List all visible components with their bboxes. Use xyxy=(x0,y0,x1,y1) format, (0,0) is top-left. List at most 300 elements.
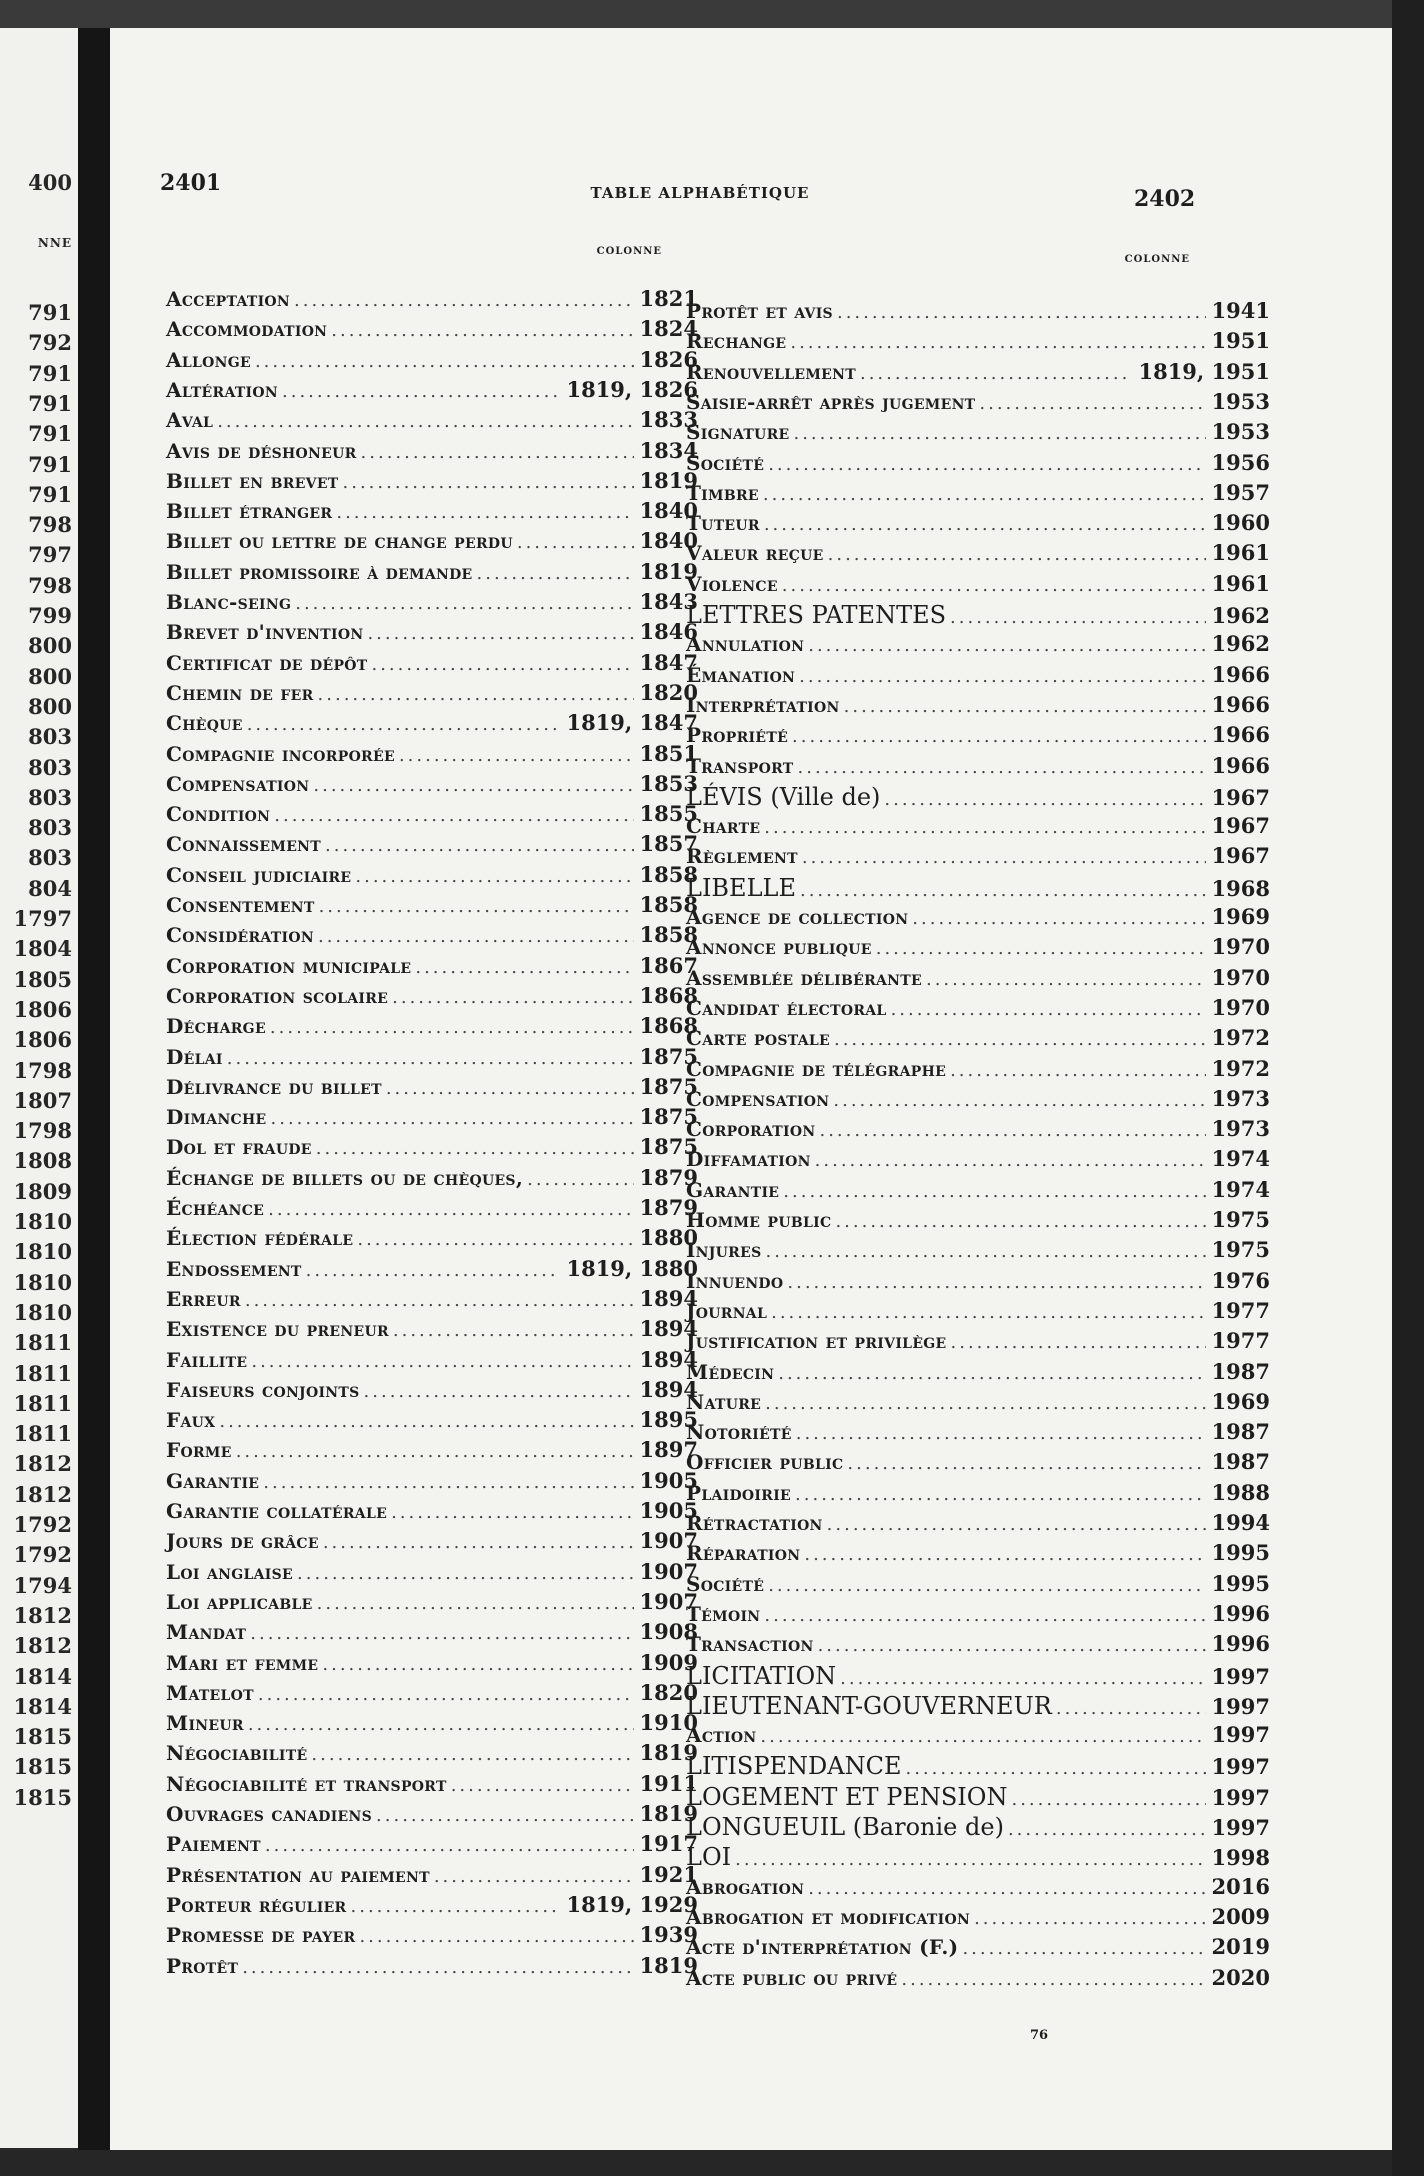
column-reference: 1997 xyxy=(1211,1663,1270,1689)
entry-label: Société xyxy=(686,450,765,475)
column-reference: 1972 xyxy=(1211,1025,1270,1051)
column-reference: 1894 xyxy=(639,1376,698,1402)
entry-label: Billet en brevet xyxy=(166,468,339,493)
column-reference: 1921 xyxy=(639,1861,698,1887)
dot-leader xyxy=(1011,1789,1205,1810)
index-entry xyxy=(686,1480,1270,1510)
column-reference: 1894 xyxy=(639,1316,698,1342)
index-entry xyxy=(166,1619,698,1649)
left-page-column-number: 791 xyxy=(28,390,72,416)
dot-leader xyxy=(250,1623,633,1644)
index-column-right xyxy=(686,298,1270,2058)
column-reference: 1970 xyxy=(1211,964,1270,990)
column-label-right: COLONNE xyxy=(1124,254,1190,265)
entry-label: Mineur xyxy=(166,1711,244,1736)
dot-leader xyxy=(837,302,1206,323)
index-entry xyxy=(686,1571,1270,1601)
index-entry xyxy=(166,619,698,649)
index-entry xyxy=(686,1025,1270,1055)
column-reference: 1911 xyxy=(639,1770,698,1796)
left-page-number: 400 xyxy=(28,170,72,195)
index-entry xyxy=(686,1207,1270,1237)
index-entry xyxy=(166,286,698,316)
entry-label: Corporation municipale xyxy=(166,953,412,978)
index-entry xyxy=(686,1934,1270,1964)
left-page-column-number: 1805 xyxy=(13,966,72,992)
column-reference: 1966 xyxy=(1211,691,1270,717)
entry-label: Existence du preneur xyxy=(166,1317,389,1342)
page-number-right: 2402 xyxy=(1134,186,1196,212)
entry-label: Délivrance du billet xyxy=(166,1074,382,1099)
entry-label: Charte xyxy=(686,814,761,839)
dot-leader xyxy=(227,1048,634,1069)
entry-label: Rétractation xyxy=(686,1511,823,1535)
dot-leader xyxy=(322,1654,633,1675)
column-reference: 1997 xyxy=(1211,1784,1270,1810)
index-entry xyxy=(166,741,698,771)
index-entry xyxy=(686,874,1270,904)
column-reference: 1819 xyxy=(639,1952,698,1978)
column-reference: 2016 xyxy=(1211,1873,1270,1899)
index-entry xyxy=(686,601,1270,631)
dot-leader xyxy=(891,999,1206,1020)
dot-leader xyxy=(248,1714,634,1735)
entry-label: Loi applicable xyxy=(166,1589,313,1614)
column-reference: 1956 xyxy=(1211,449,1270,475)
column-reference: 1953 xyxy=(1211,388,1270,414)
left-page-column-number: 1804 xyxy=(13,936,72,962)
column-reference: 1962 xyxy=(1211,631,1270,657)
column-reference: 1908 xyxy=(639,1619,698,1645)
entry-label: Nature xyxy=(686,1389,762,1414)
entry-label: Compensation xyxy=(686,1086,830,1111)
entry-label: Propriété xyxy=(686,723,789,748)
dot-leader xyxy=(950,1060,1205,1081)
dot-leader xyxy=(764,817,1205,838)
index-entry xyxy=(686,722,1270,752)
left-page-column-number: 1811 xyxy=(13,1330,72,1356)
index-entry xyxy=(686,843,1270,873)
entry-label: LETTRES PATENTES xyxy=(686,601,947,629)
index-entry xyxy=(166,1195,698,1225)
column-reference: 1907 xyxy=(639,1558,698,1584)
dot-leader xyxy=(808,635,1205,656)
dot-leader xyxy=(325,835,634,856)
column-reference: 1957 xyxy=(1211,479,1270,505)
index-entry xyxy=(166,1225,698,1255)
dot-leader xyxy=(318,684,634,705)
entry-label: Billet étranger xyxy=(166,499,333,524)
column-reference: 1879 xyxy=(639,1195,698,1220)
column-reference: 1875 xyxy=(639,1043,698,1069)
dot-leader xyxy=(828,544,1206,565)
column-reference: 1868 xyxy=(639,982,698,1008)
index-entry xyxy=(686,1116,1270,1146)
entry-label: Billet promissoire à demande xyxy=(166,559,473,584)
index-entry xyxy=(166,377,698,407)
index-entry xyxy=(166,771,698,801)
dot-leader xyxy=(274,805,633,826)
column-reference: 1858 xyxy=(639,861,698,887)
entry-label: Violence xyxy=(686,571,778,596)
dot-leader xyxy=(263,1472,633,1493)
left-page-column-number: 1810 xyxy=(13,1239,72,1265)
dot-leader xyxy=(336,502,633,523)
left-page-column-number: 803 xyxy=(28,815,72,841)
dot-leader xyxy=(778,1363,1205,1384)
entry-label: Loi anglaise xyxy=(166,1559,294,1584)
entry-label: Tuteur xyxy=(686,511,760,536)
entry-label: Valeur reçue xyxy=(686,541,824,566)
dot-leader xyxy=(835,1211,1205,1232)
left-page-column-number: 1792 xyxy=(13,1512,72,1537)
index-entry xyxy=(686,1086,1270,1116)
column-reference: 1819, 1951 xyxy=(1138,358,1270,384)
dot-leader xyxy=(804,1544,1205,1565)
dot-leader xyxy=(251,1351,633,1372)
entry-label: Officier public xyxy=(686,1450,844,1475)
index-entry xyxy=(686,1268,1270,1298)
dot-leader xyxy=(331,320,633,341)
column-reference: 1960 xyxy=(1211,510,1270,536)
dot-leader xyxy=(271,1108,634,1129)
book-gutter xyxy=(78,28,110,2153)
column-reference: 1819 xyxy=(639,1801,698,1826)
entry-label: Connaissement xyxy=(166,832,321,857)
index-entry xyxy=(166,1710,698,1740)
entry-label: Carte postale xyxy=(686,1026,830,1051)
entry-label: Transport xyxy=(686,753,794,778)
index-entry xyxy=(166,650,698,680)
dot-leader xyxy=(527,1169,633,1190)
dot-leader xyxy=(802,847,1206,868)
column-reference: 1994 xyxy=(1211,1510,1270,1535)
column-reference: 1905 xyxy=(639,1498,698,1523)
entry-label: LIEUTENANT-GOUVERNEUR xyxy=(686,1691,1052,1720)
dot-leader xyxy=(219,1411,633,1432)
entry-label: Chèque xyxy=(166,711,243,736)
index-entry xyxy=(686,1752,1270,1782)
index-entry xyxy=(166,1771,698,1801)
left-page-column-number: 1808 xyxy=(13,1148,72,1174)
dot-leader xyxy=(768,1575,1205,1596)
entry-label: Chemin de fer xyxy=(166,680,314,705)
dot-leader xyxy=(311,1744,633,1765)
column-reference: 1987 xyxy=(1211,1358,1270,1384)
dot-leader xyxy=(790,332,1205,353)
entry-label: Timbre xyxy=(686,480,759,505)
column-reference: 1819 xyxy=(639,467,698,493)
column-reference: 1819, 1847 xyxy=(566,710,698,736)
dot-leader xyxy=(840,1668,1205,1689)
dot-leader xyxy=(392,987,633,1008)
dot-leader xyxy=(926,969,1206,990)
dot-leader xyxy=(376,1805,634,1826)
index-entry xyxy=(686,1722,1270,1752)
column-reference: 2009 xyxy=(1211,1903,1270,1929)
entry-label: Dimanche xyxy=(166,1105,267,1130)
left-page-column-number: 1814 xyxy=(13,1693,72,1719)
index-entry xyxy=(166,1589,698,1619)
column-reference: 1824 xyxy=(639,316,698,342)
entry-label: Rechange xyxy=(686,329,787,354)
index-entry xyxy=(166,1650,698,1680)
index-entry xyxy=(686,1389,1270,1419)
scan-top-border xyxy=(0,0,1424,30)
left-page-column-number: 1798 xyxy=(13,1057,72,1083)
column-reference: 1988 xyxy=(1211,1479,1270,1505)
column-reference: 1968 xyxy=(1211,875,1270,901)
left-page-column-number: 800 xyxy=(28,633,72,659)
entry-label: Faillite xyxy=(166,1347,248,1372)
entry-label: Aval xyxy=(166,408,214,433)
index-entry xyxy=(686,995,1270,1025)
column-reference: 1879 xyxy=(639,1164,698,1190)
entry-label: LITISPENDANCE xyxy=(686,1752,902,1781)
entry-label: Corporation xyxy=(686,1117,816,1142)
index-entry xyxy=(166,710,698,740)
entry-label: LONGUEUIL (Baronie de) xyxy=(686,1813,1004,1841)
left-page-column-number: 1798 xyxy=(13,1118,72,1144)
entry-label: Assemblée délibérante xyxy=(686,965,922,990)
entry-label: Renouvellement xyxy=(686,359,856,384)
column-reference: 1975 xyxy=(1211,1237,1270,1263)
entry-label: LIBELLE xyxy=(686,873,796,902)
index-entry xyxy=(166,1074,698,1104)
index-entry xyxy=(686,662,1270,692)
entry-label: Certificat de dépôt xyxy=(166,650,368,675)
dot-leader xyxy=(771,1302,1205,1323)
dot-leader xyxy=(306,1260,561,1281)
column-reference: 2019 xyxy=(1211,1934,1270,1960)
dot-leader xyxy=(295,593,633,614)
index-entry xyxy=(166,680,698,710)
left-page-column-number: 798 xyxy=(28,572,72,598)
dot-leader xyxy=(844,696,1206,717)
dot-leader xyxy=(760,1726,1205,1747)
column-reference: 1961 xyxy=(1211,540,1270,566)
dot-leader xyxy=(318,926,634,947)
column-reference: 1867 xyxy=(639,952,698,978)
dot-leader xyxy=(319,896,634,917)
index-entry xyxy=(686,813,1270,843)
entry-label: Jours de grâce xyxy=(166,1529,319,1554)
left-page-column-number: 1812 xyxy=(13,1451,72,1477)
index-entry xyxy=(166,498,698,528)
index-entry xyxy=(686,965,1270,995)
index-entry xyxy=(686,1631,1270,1661)
dot-leader xyxy=(270,1017,634,1038)
index-entry xyxy=(686,540,1270,570)
column-reference: 1995 xyxy=(1211,1540,1270,1566)
scan-right-border xyxy=(1392,0,1424,2176)
column-reference: 1975 xyxy=(1211,1207,1270,1232)
dot-leader xyxy=(792,726,1206,747)
entry-label: Condition xyxy=(166,802,271,827)
left-page-column-number: 1811 xyxy=(13,1421,72,1447)
left-page-column-number: 803 xyxy=(28,845,72,871)
left-page-column-number: 1810 xyxy=(13,1269,72,1295)
column-reference: 1880 xyxy=(639,1225,698,1251)
index-entry xyxy=(686,1177,1270,1207)
left-page-column-number: 1809 xyxy=(13,1178,72,1204)
index-entry xyxy=(166,1286,698,1316)
dot-leader xyxy=(905,1758,1205,1779)
index-entry xyxy=(686,389,1270,419)
entry-label: Justification et privilège xyxy=(686,1329,947,1354)
index-entry xyxy=(686,1692,1270,1722)
entry-label: Promesse de payer xyxy=(166,1923,356,1948)
column-reference: 1853 xyxy=(639,770,698,796)
index-entry xyxy=(166,1801,698,1831)
entry-label: Porteur régulier xyxy=(166,1892,347,1917)
column-reference: 1875 xyxy=(639,1134,698,1160)
page-number-left: 2401 xyxy=(160,170,222,196)
column-reference: 1939 xyxy=(639,1922,698,1948)
column-reference: 1895 xyxy=(639,1407,698,1433)
left-page-column-number: 1807 xyxy=(13,1087,72,1113)
dot-leader xyxy=(796,1423,1206,1444)
index-entry xyxy=(686,1328,1270,1358)
left-page-column-number: 797 xyxy=(28,542,72,568)
left-page-column-number: 800 xyxy=(28,693,72,719)
entry-label: Avis de déshoneur xyxy=(166,438,357,463)
column-reference: 1973 xyxy=(1211,1085,1270,1111)
column-reference: 1819 xyxy=(639,1740,698,1766)
dot-leader xyxy=(795,1484,1206,1505)
left-page-column-number: 1810 xyxy=(13,1299,72,1325)
dot-leader xyxy=(834,1029,1206,1050)
column-reference: 1857 xyxy=(639,831,698,857)
column-label-left: COLONNE xyxy=(596,246,662,257)
entry-label: Abrogation xyxy=(686,1874,805,1899)
dot-leader xyxy=(477,563,634,584)
column-reference: 1868 xyxy=(639,1013,698,1039)
column-reference: 1966 xyxy=(1211,661,1270,687)
dot-leader xyxy=(359,1926,633,1947)
dot-leader xyxy=(979,393,1205,414)
dot-leader xyxy=(242,1957,633,1978)
entry-label: Protêt et avis xyxy=(686,299,833,323)
index-entry xyxy=(166,1165,698,1195)
dot-leader xyxy=(818,1635,1206,1656)
entry-label: LÉVIS (Ville de) xyxy=(686,782,881,811)
index-entry xyxy=(686,1843,1270,1873)
column-reference: 1973 xyxy=(1211,1116,1270,1142)
index-entry xyxy=(166,1740,698,1770)
column-reference: 1997 xyxy=(1211,1722,1270,1748)
column-reference: 1905 xyxy=(639,1467,698,1493)
dot-leader xyxy=(815,1150,1206,1171)
left-page-column-number: 1815 xyxy=(13,1754,72,1780)
left-page-column-number: 791 xyxy=(28,481,72,507)
column-reference: 1894 xyxy=(639,1346,698,1372)
left-page-column-number: 803 xyxy=(28,724,72,750)
index-entry xyxy=(686,1237,1270,1267)
column-reference: 1875 xyxy=(639,1073,698,1099)
entry-label: Abrogation et modification xyxy=(686,1904,971,1929)
column-reference: 1897 xyxy=(639,1437,698,1463)
column-reference: 1846 xyxy=(639,619,698,645)
column-reference: 1962 xyxy=(1211,603,1270,628)
entry-label: LICITATION xyxy=(686,1661,837,1690)
index-entry xyxy=(166,528,698,558)
column-reference: 1843 xyxy=(639,589,698,614)
entry-label: Considération xyxy=(166,923,314,948)
entry-label: Mandat xyxy=(166,1620,247,1645)
dot-leader xyxy=(434,1866,634,1887)
left-page-column-number: 1814 xyxy=(13,1663,72,1689)
dot-leader xyxy=(351,1896,561,1917)
index-entry xyxy=(686,692,1270,722)
index-entry xyxy=(686,1298,1270,1328)
dot-leader xyxy=(847,1453,1205,1474)
column-reference: 1834 xyxy=(639,437,698,463)
dot-leader xyxy=(798,757,1206,778)
index-entry xyxy=(686,480,1270,510)
dot-leader xyxy=(1056,1698,1206,1719)
index-entry xyxy=(686,1662,1270,1692)
left-page-column-number: 799 xyxy=(28,603,72,628)
left-page-column-number: 800 xyxy=(28,663,72,689)
column-reference: 1995 xyxy=(1211,1570,1270,1596)
index-entry xyxy=(166,1528,698,1558)
index-entry xyxy=(166,1044,698,1074)
entry-label: Injures xyxy=(686,1238,762,1263)
index-entry xyxy=(686,631,1270,661)
index-entry xyxy=(166,347,698,377)
column-reference: 1997 xyxy=(1211,1693,1270,1719)
index-entry xyxy=(686,904,1270,934)
index-entry xyxy=(686,298,1270,328)
entry-label: Émanation xyxy=(686,662,796,687)
entry-label: Blanc-seing xyxy=(166,590,292,614)
index-entry xyxy=(686,1874,1270,1904)
column-reference: 1969 xyxy=(1211,1388,1270,1414)
dot-leader xyxy=(282,381,560,402)
column-reference: 1851 xyxy=(639,740,698,766)
entry-label: Acceptation xyxy=(166,287,291,311)
dot-leader xyxy=(367,623,633,644)
dot-leader xyxy=(451,1775,634,1796)
dot-leader xyxy=(782,575,1206,596)
entry-label: Échange de billets ou de chèques, xyxy=(166,1165,524,1190)
index-entry xyxy=(166,1498,698,1528)
left-page-column-number: 804 xyxy=(28,875,72,901)
left-page-column-number: 1806 xyxy=(13,1027,72,1053)
column-reference: 1826 xyxy=(639,346,698,372)
dot-leader xyxy=(765,1393,1205,1414)
entry-label: Médecin xyxy=(686,1359,775,1384)
entry-label: Faux xyxy=(166,1408,216,1433)
column-reference: 1833 xyxy=(639,407,698,433)
entry-label: Homme public xyxy=(686,1208,832,1232)
entry-label: Paiement xyxy=(166,1832,261,1857)
column-reference: 1819 xyxy=(639,558,698,584)
dot-leader xyxy=(517,532,634,553)
column-reference: 1976 xyxy=(1211,1267,1270,1293)
entry-label: Candidat électoral xyxy=(686,995,887,1020)
column-reference: 1997 xyxy=(1211,1815,1270,1840)
dot-leader xyxy=(313,775,633,796)
index-entry xyxy=(166,831,698,861)
entry-label: Dol et fraude xyxy=(166,1135,312,1160)
column-reference: 1977 xyxy=(1211,1297,1270,1323)
entry-label: Accommodation xyxy=(166,317,328,342)
left-page-column-number: 1812 xyxy=(13,1602,72,1628)
dot-leader xyxy=(364,1381,634,1402)
left-page-column-number: 803 xyxy=(28,754,72,780)
